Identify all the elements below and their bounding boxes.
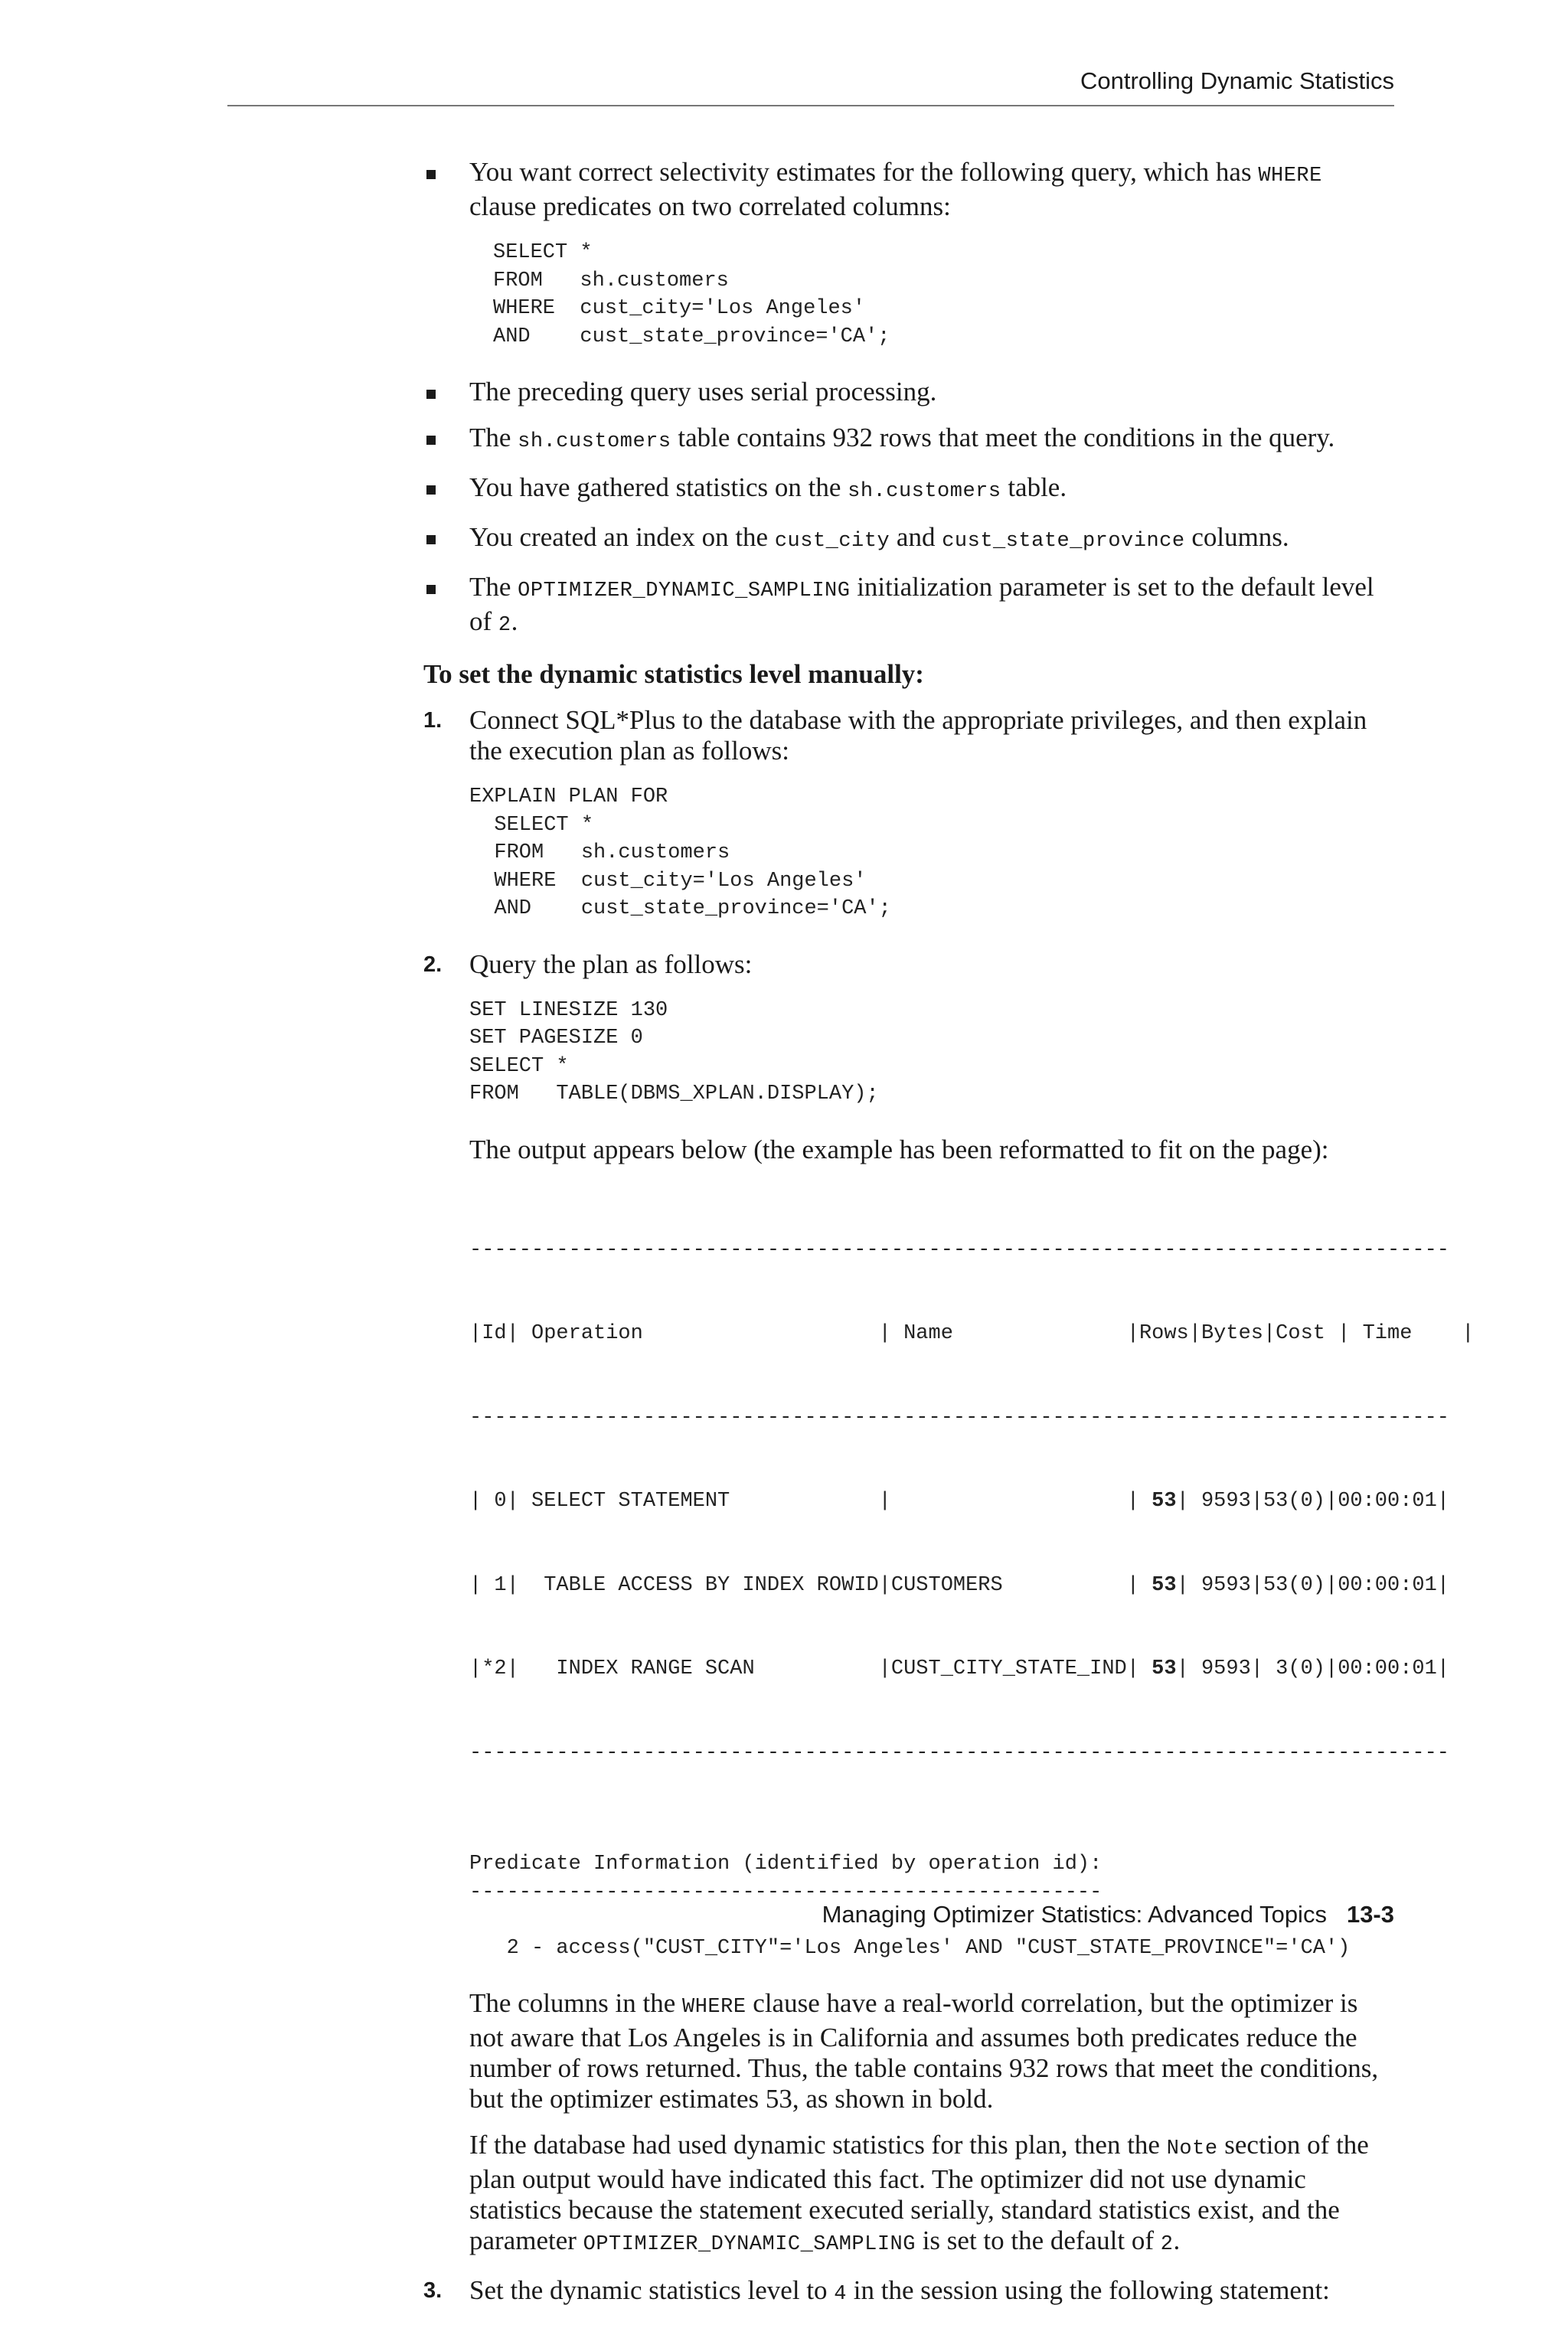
step-text: Query the plan as follows: bbox=[469, 949, 753, 979]
square-bullet-icon bbox=[426, 170, 436, 179]
inline-code: cust_state_province bbox=[942, 530, 1185, 553]
inline-code: sh.customers bbox=[848, 480, 1001, 503]
page-number: 13-3 bbox=[1346, 1901, 1394, 1928]
page-body bbox=[423, 157, 1475, 2325]
inline-code: WHERE bbox=[682, 1996, 746, 2019]
plan-row: | 1| TABLE ACCESS BY INDEX ROWID|CUSTOMERS | 53| 9593|53(0)|00:00:01| bbox=[469, 1573, 1450, 1597]
step-text: Connect SQL*Plus to the database with the appropriate privileges, and then explain the execution plan as follows: bbox=[469, 705, 1367, 766]
explain-plan-code: EXPLAIN PLAN FOR SELECT * FROM sh.customers WHERE cust_city='Los Angeles' AND cust_state_province='CA'; bbox=[469, 785, 891, 920]
bullet-item bbox=[423, 157, 1396, 351]
plan-rule: ------------------------------------------------------------------------------- bbox=[469, 1406, 1450, 1429]
step-3 bbox=[423, 2275, 1396, 2310]
plan-rows-estimate: 53 bbox=[1152, 1490, 1177, 1513]
header-divider bbox=[227, 105, 1394, 106]
query-plan-code: SET LINESIZE 130 SET PAGESIZE 0 SELECT * FROM TABLE(DBMS_XPLAN.DISPLAY); bbox=[469, 998, 879, 1105]
inline-code: Note bbox=[1166, 2137, 1218, 2160]
plan-output-table bbox=[469, 1180, 1475, 1824]
bullet-item bbox=[423, 472, 1396, 507]
step-number: 1. bbox=[423, 708, 443, 733]
bullet-text: The OPTIMIZER_DYNAMIC_SAMPLING initialization parameter is set to the default level of 2. bbox=[469, 572, 1374, 637]
square-bullet-icon bbox=[426, 390, 436, 399]
square-bullet-icon bbox=[426, 485, 436, 495]
bullet-item bbox=[423, 423, 1396, 457]
bullet-text: You have gathered statistics on the sh.customers table. bbox=[469, 472, 1067, 503]
bullet-text: You want correct selectivity estimates for the following query, which has WHERE clause predicates on two correlated columns: bbox=[469, 157, 1322, 221]
bullet-text: The preceding query uses serial processing. bbox=[469, 377, 937, 407]
explanation-paragraph: If the database had used dynamic statistics for this plan, then the Note section of the plan output would have indicated this fact. The optimizer did not use dynamic statistics because the statement executed serially, standard statistics exist, and the parameter OPTIMIZER_DYNAMIC_SAMPLING is set to the default of 2. bbox=[469, 2130, 1369, 2256]
predicate-information: Predicate Information (identified by operation id): --------------------------------------------------- 2 - access("CUST_CITY"='Los Angeles' AND "CUST_STATE_PROVINCE"='CA') bbox=[469, 1853, 1351, 1960]
bullet-item bbox=[423, 522, 1396, 557]
query-code-block: SELECT * FROM sh.customers WHERE cust_city='Los Angeles' AND cust_state_province='CA'; bbox=[493, 241, 890, 348]
running-header: Controlling Dynamic Statistics bbox=[1080, 67, 1394, 94]
bullet-item bbox=[423, 572, 1396, 641]
page-footer bbox=[822, 1901, 1394, 1928]
procedure-heading: To set the dynamic statistics level manually: bbox=[423, 659, 924, 689]
step-2 bbox=[423, 949, 1475, 2261]
bullet-text: You created an index on the cust_city and cust_state_province columns. bbox=[469, 522, 1289, 553]
inline-code: cust_city bbox=[774, 530, 890, 553]
plan-row: | 0| SELECT STATEMENT | | 53| 9593|53(0)|00:00:01| bbox=[469, 1490, 1450, 1513]
inline-code: OPTIMIZER_DYNAMIC_SAMPLING bbox=[518, 580, 851, 602]
explanation-paragraph: The columns in the WHERE clause have a real-world correlation, but the optimizer is not aware that Los Angeles is in California and assumes both predicates reduce the number of rows returned. Thus, the table contains 932 rows that meet the conditions, but the optimizer estimates 53, as shown in bold. bbox=[469, 1988, 1379, 2114]
bullet-text: The sh.customers table contains 932 rows that meet the conditions in the query. bbox=[469, 423, 1335, 453]
plan-rows-estimate: 53 bbox=[1152, 1657, 1177, 1680]
inline-code: OPTIMIZER_DYNAMIC_SAMPLING bbox=[583, 2233, 916, 2256]
square-bullet-icon bbox=[426, 585, 436, 594]
inline-code: WHERE bbox=[1258, 165, 1322, 188]
plan-rows-estimate: 53 bbox=[1152, 1573, 1177, 1597]
square-bullet-icon bbox=[426, 535, 436, 544]
inline-code: 2 bbox=[498, 614, 511, 637]
plan-rule: ------------------------------------------------------------------------------- bbox=[469, 1238, 1450, 1262]
step-1 bbox=[423, 705, 1396, 923]
step-text: Set the dynamic statistics level to 4 in the session using the following statement: bbox=[469, 2275, 1330, 2306]
inline-code: 4 bbox=[834, 2283, 847, 2306]
footer-chapter-title: Managing Optimizer Statistics: Advanced Topics bbox=[822, 1901, 1327, 1928]
output-intro: The output appears below (the example has been reformatted to fit on the page): bbox=[469, 1134, 1329, 1164]
plan-rule: ------------------------------------------------------------------------------- bbox=[469, 1741, 1450, 1765]
plan-header-row: |Id| Operation | Name |Rows|Bytes|Cost | Time | bbox=[469, 1322, 1475, 1345]
bullet-item bbox=[423, 377, 1396, 407]
inline-code: sh.customers bbox=[518, 430, 671, 453]
plan-row: |*2| INDEX RANGE SCAN |CUST_CITY_STATE_IND| 53| 9593| 3(0)|00:00:01| bbox=[469, 1657, 1450, 1680]
step-number: 3. bbox=[423, 2278, 443, 2303]
inline-code: 2 bbox=[1160, 2233, 1174, 2256]
step-number: 2. bbox=[423, 952, 443, 977]
square-bullet-icon bbox=[426, 436, 436, 445]
